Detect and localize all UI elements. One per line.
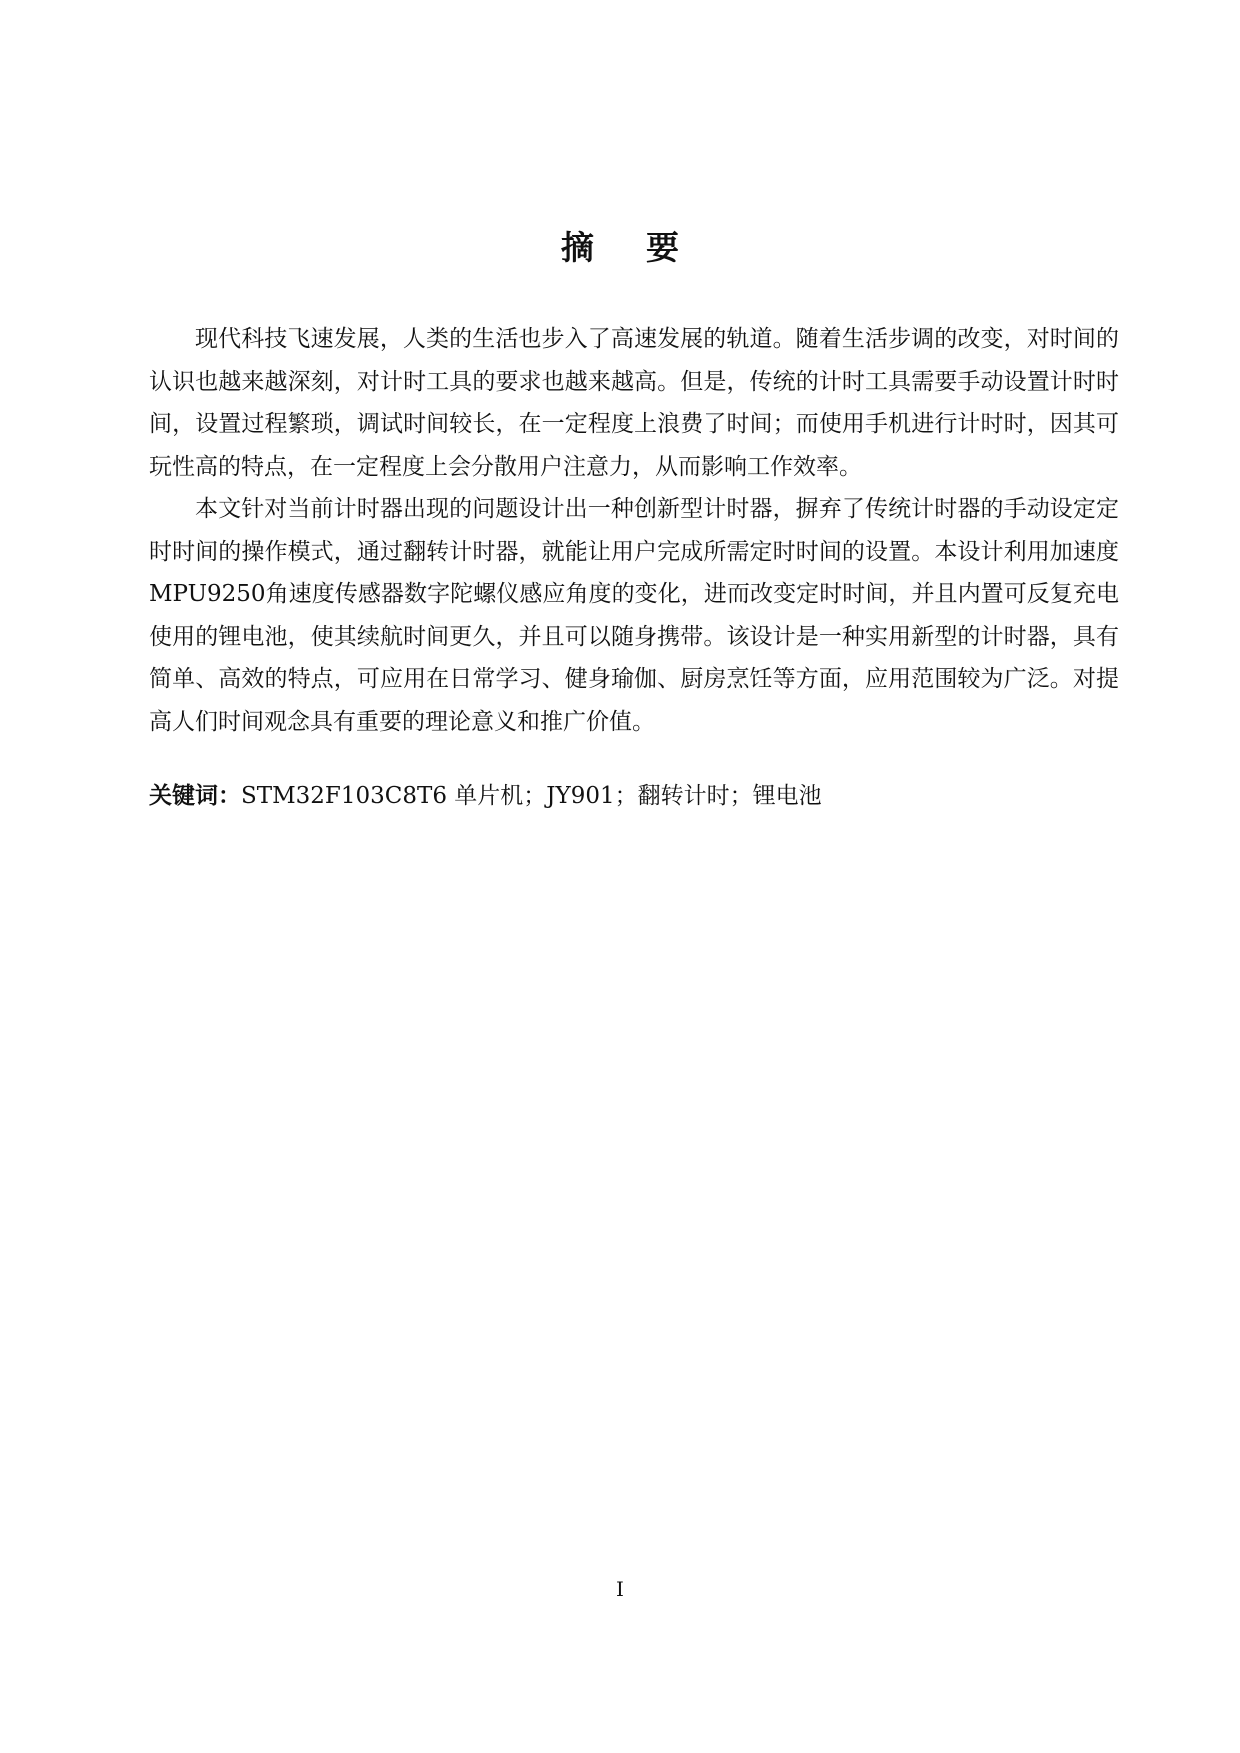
- keywords-text: STM32F103C8T6 单片机；JY901；翻转计时；锂电池: [241, 783, 822, 809]
- abstract-body: [149, 318, 1119, 743]
- page-number: I: [616, 1577, 624, 1601]
- page-title: 摘要: [561, 228, 731, 267]
- abstract-paragraph-1: 现代科技飞速发展，人类的生活也步入了高速发展的轨道。随着生活步调的改变，对时间的认识也越来越深刻，对计时工具的要求也越来越高。但是，传统的计时工具需要手动设置计时时间，设置过程繁琐，调试时间较长，在一定程度上浪费了时间；而使用手机进行计时时，因其可玩性高的特点，在一定程度上会分散用户注意力，从而影响工作效率。: [149, 326, 1119, 480]
- abstract-paragraph-2: 本文针对当前计时器出现的问题设计出一种创新型计时器，摒弃了传统计时器的手动设定定时时间的操作模式，通过翻转计时器，就能让用户完成所需定时时间的设置。本设计利用加速度MPU9250角速度传感器数字陀螺仪感应角度的变化，进而改变定时时间，并且内置可反复充电使用的锂电池，使其续航时间更久，并且可以随身携带。该设计是一种实用新型的计时器，具有简单、高效的特点，可应用在日常学习、健身瑜伽、厨房烹饪等方面，应用范围较为广泛。对提高人们时间观念具有重要的理论意义和推广价值。: [149, 496, 1119, 735]
- keywords-line: [149, 776, 1119, 816]
- keywords-label: 关键词：: [149, 783, 241, 809]
